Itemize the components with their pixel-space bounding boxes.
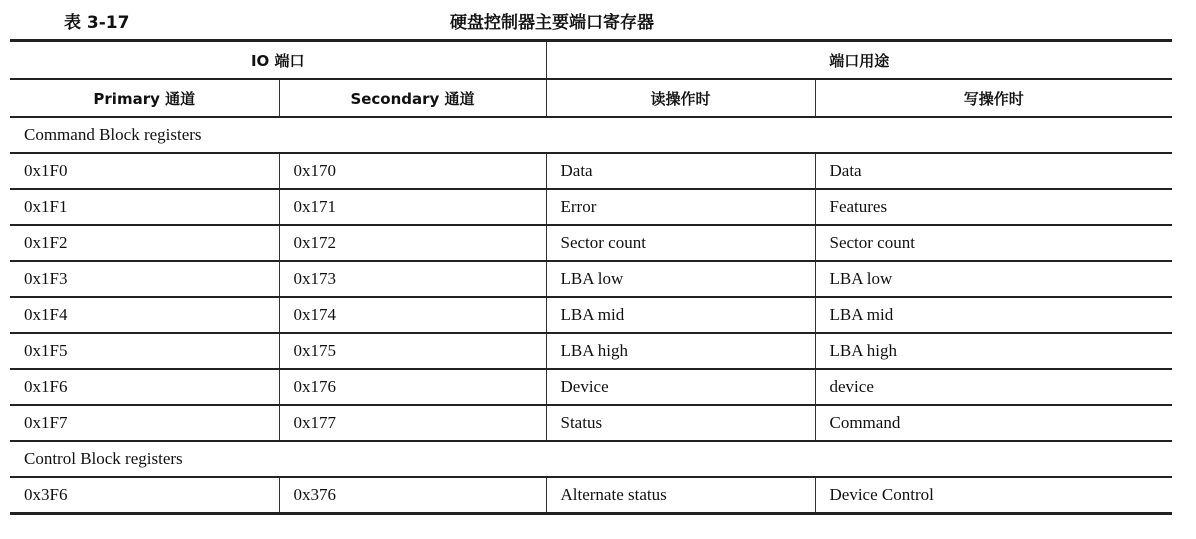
- table-row: [10, 153, 1172, 189]
- cell-primary: 0x1F0: [24, 161, 68, 180]
- cell-read: Alternate status: [546, 477, 815, 514]
- table-row: [10, 297, 1172, 333]
- cell-write: Data: [815, 153, 1172, 189]
- cell-primary: 0x3F6: [24, 485, 68, 504]
- cell-read: LBA high: [546, 333, 815, 369]
- table-row: [10, 189, 1172, 225]
- table-row: [10, 225, 1172, 261]
- table-row: [10, 261, 1172, 297]
- table-row: [10, 333, 1172, 369]
- cell-write: LBA high: [815, 333, 1172, 369]
- cell-primary: 0x1F6: [24, 377, 68, 396]
- cell-secondary: 0x376: [279, 477, 546, 514]
- cell-read: Status: [546, 405, 815, 441]
- cell-read: Sector count: [546, 225, 815, 261]
- table-row: [10, 477, 1172, 514]
- cell-write: device: [815, 369, 1172, 405]
- cell-write: Device Control: [815, 477, 1172, 514]
- table-title: 硬盘控制器主要端口寄存器: [450, 13, 654, 33]
- cell-secondary: 0x177: [279, 405, 546, 441]
- cell-write: Features: [815, 189, 1172, 225]
- table-row: [10, 369, 1172, 405]
- section-row: [10, 117, 1172, 153]
- cell-read: LBA low: [546, 261, 815, 297]
- cell-secondary: 0x176: [279, 369, 546, 405]
- cell-secondary: 0x170: [279, 153, 546, 189]
- section-label-control-block: Control Block registers: [24, 449, 183, 468]
- cell-primary: 0x1F1: [24, 197, 68, 216]
- group-header-row: [10, 41, 1172, 80]
- cell-primary: 0x1F2: [24, 233, 68, 252]
- cell-primary: 0x1F3: [24, 269, 68, 288]
- cell-write: LBA mid: [815, 297, 1172, 333]
- cell-secondary: 0x171: [279, 189, 546, 225]
- cell-secondary: 0x175: [279, 333, 546, 369]
- table-number: 表 3-17: [64, 13, 130, 33]
- column-header-row: [10, 79, 1172, 117]
- cell-read: LBA mid: [546, 297, 815, 333]
- cell-secondary: 0x174: [279, 297, 546, 333]
- cell-primary: 0x1F7: [24, 413, 68, 432]
- group-header-port-usage: 端口用途: [546, 41, 1172, 80]
- section-label-command-block: Command Block registers: [24, 125, 202, 144]
- column-header-write: 写操作时: [815, 79, 1172, 117]
- cell-write: LBA low: [815, 261, 1172, 297]
- cell-primary: 0x1F4: [24, 305, 68, 324]
- column-header-read: 读操作时: [546, 79, 815, 117]
- cell-read: Data: [546, 153, 815, 189]
- section-row: [10, 441, 1172, 477]
- cell-read: Error: [546, 189, 815, 225]
- cell-write: Command: [815, 405, 1172, 441]
- cell-secondary: 0x173: [279, 261, 546, 297]
- column-header-secondary: Secondary 通道: [279, 79, 546, 117]
- cell-read: Device: [546, 369, 815, 405]
- table-caption: [0, 4, 1196, 34]
- table-row: [10, 405, 1172, 441]
- cell-primary: 0x1F5: [24, 341, 68, 360]
- port-register-table: [10, 39, 1172, 515]
- column-header-primary: Primary 通道: [93, 89, 196, 108]
- cell-write: Sector count: [815, 225, 1172, 261]
- cell-secondary: 0x172: [279, 225, 546, 261]
- group-header-io-port: IO 端口: [250, 51, 305, 70]
